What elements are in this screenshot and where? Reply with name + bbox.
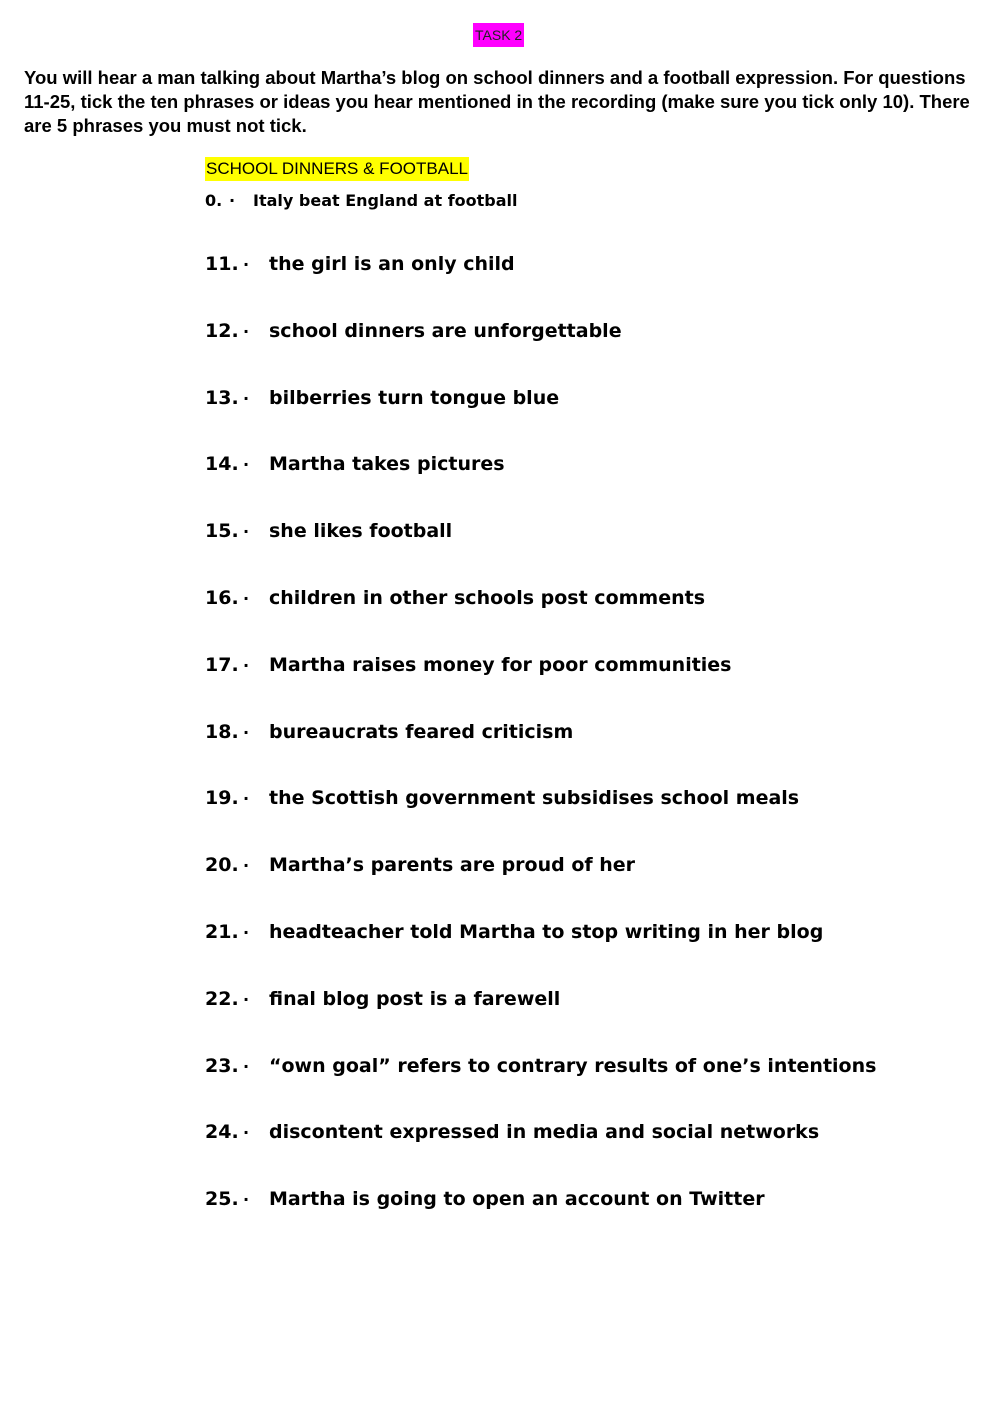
phrase-list	[205, 250, 876, 1252]
item-text: the Scottish government subsidises school meals	[269, 787, 800, 810]
instructions-text: You will hear a man talking about Martha’s blog on school dinners and a football expression. For questions 11-25, tick the ten phrases or ideas you hear mentioned in the recording (make sure you tick only 10). There are 5 phrases you must not tick.	[24, 67, 970, 136]
item-text: she likes football	[269, 520, 453, 543]
task-label: TASK 2	[473, 23, 524, 47]
list-item	[205, 1185, 876, 1252]
list-item	[205, 918, 876, 985]
item-text: school dinners are unforgettable	[269, 319, 622, 342]
bullet-icon: ·	[229, 191, 236, 210]
item-text: Martha raises money for poor communities	[269, 653, 732, 676]
bullet-icon: ·	[243, 388, 250, 408]
list-item	[205, 851, 876, 918]
section-title: SCHOOL DINNERS & FOOTBALL	[205, 157, 469, 181]
list-item	[205, 517, 876, 584]
item-number: 22.	[205, 987, 239, 1010]
item-text: Martha’s parents are proud of her	[269, 854, 636, 877]
item-text: bilberries turn tongue blue	[269, 386, 560, 409]
item-number: 14.	[205, 453, 239, 476]
bullet-icon: ·	[243, 321, 250, 341]
item-text: Martha takes pictures	[269, 453, 505, 476]
item-number: 17.	[205, 653, 239, 676]
bullet-icon: ·	[243, 989, 250, 1009]
item-number: 13.	[205, 386, 239, 409]
list-item	[205, 985, 876, 1052]
item-text: Martha is going to open an account on Twitter	[269, 1188, 765, 1211]
item-number: 20.	[205, 854, 239, 877]
list-item	[205, 1118, 876, 1185]
list-item	[205, 584, 876, 651]
list-item	[205, 651, 876, 718]
item-text: discontent expressed in media and social networks	[269, 1121, 820, 1144]
item-text: headteacher told Martha to stop writing in her blog	[269, 920, 824, 943]
bullet-icon: ·	[243, 255, 250, 274]
bullet-icon: ·	[243, 722, 250, 742]
item-number: 23.	[205, 1054, 239, 1077]
list-item	[205, 718, 876, 785]
bullet-icon: ·	[243, 789, 250, 809]
list-item	[205, 250, 876, 317]
list-item	[205, 784, 876, 851]
item-number: 16.	[205, 586, 239, 609]
bullet-icon: ·	[243, 856, 250, 876]
item-number: 25.	[205, 1188, 239, 1211]
item-number: 19.	[205, 787, 239, 810]
item-number: 15.	[205, 520, 239, 543]
item-text: bureaucrats feared criticism	[269, 720, 574, 743]
bullet-icon: ·	[243, 455, 250, 475]
bullet-icon: ·	[243, 1123, 250, 1143]
bullet-icon: ·	[243, 1190, 250, 1210]
list-item	[205, 384, 876, 451]
item-text: final blog post is a farewell	[269, 987, 561, 1010]
example-text: Italy beat England at football	[253, 191, 518, 210]
item-text: “own goal” refers to contrary results of one’s intentions	[269, 1054, 877, 1077]
item-number: 11.	[205, 253, 239, 275]
example-item	[205, 189, 518, 213]
bullet-icon: ·	[243, 1056, 250, 1076]
item-number: 24.	[205, 1121, 239, 1144]
item-number: 18.	[205, 720, 239, 743]
item-number: 21.	[205, 920, 239, 943]
bullet-icon: ·	[243, 522, 250, 542]
list-item	[205, 450, 876, 517]
example-number: 0.	[205, 191, 223, 210]
bullet-icon: ·	[243, 655, 250, 675]
bullet-icon: ·	[243, 922, 250, 942]
bullet-icon: ·	[243, 588, 250, 608]
item-number: 12.	[205, 319, 239, 342]
item-text: children in other schools post comments	[269, 586, 706, 609]
item-text: the girl is an only child	[269, 253, 515, 275]
list-item	[205, 317, 876, 384]
list-item	[205, 1052, 876, 1119]
